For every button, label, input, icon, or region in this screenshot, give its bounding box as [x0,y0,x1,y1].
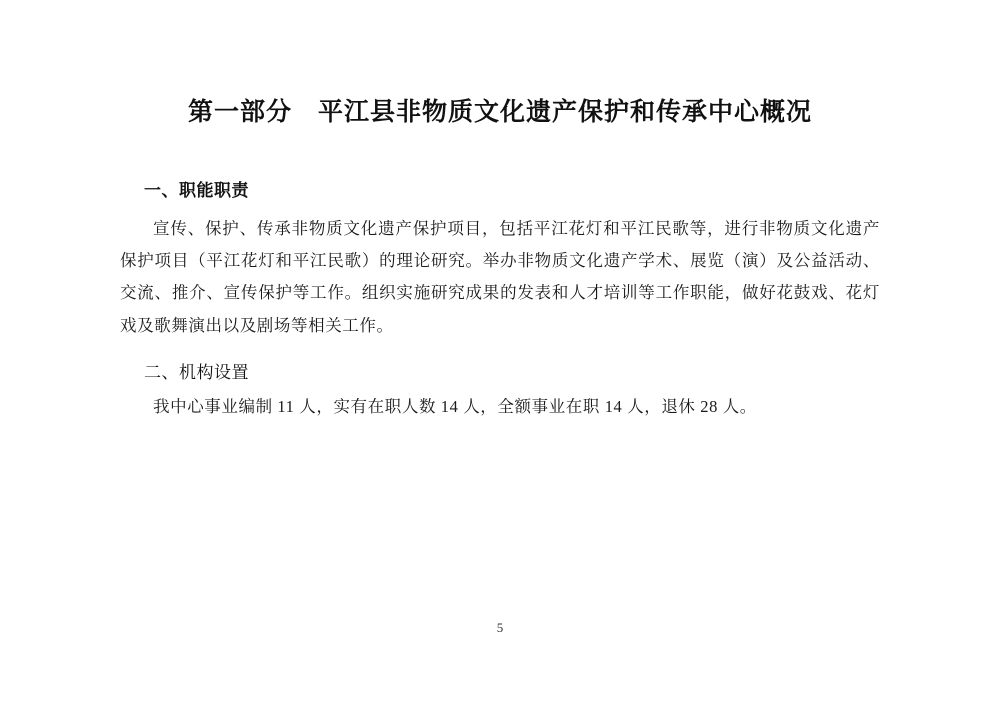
section-heading-duties: 一、职能职责 [144,181,249,201]
section-heading-organization: 二、机构设置 [144,362,249,382]
section-paragraph-duties: 宣传、保护、传承非物质文化遗产保护项目，包括平江花灯和平江民歌等，进行非物质文化遗产保护项目（平江花灯和平江民歌）的理论研究。举办非物质文化遗产学术、展览（演）及公益活动、交流、推介、宣传保护等工作。组织实施研究成果的发表和人才培训等工作职能，做好花鼓戏、花灯戏及歌舞演出以及剧场等相关工作。 [120,219,880,335]
page-title: 第一部分 平江县非物质文化遗产保护和传承中心概况 [187,97,812,126]
page-content [120,0,880,706]
section-paragraph-organization: 我中心事业编制 11 人，实有在职人数 14 人，全额事业在职 14 人，退休 28 人。 [153,396,757,416]
page-number: 5 [496,620,504,635]
